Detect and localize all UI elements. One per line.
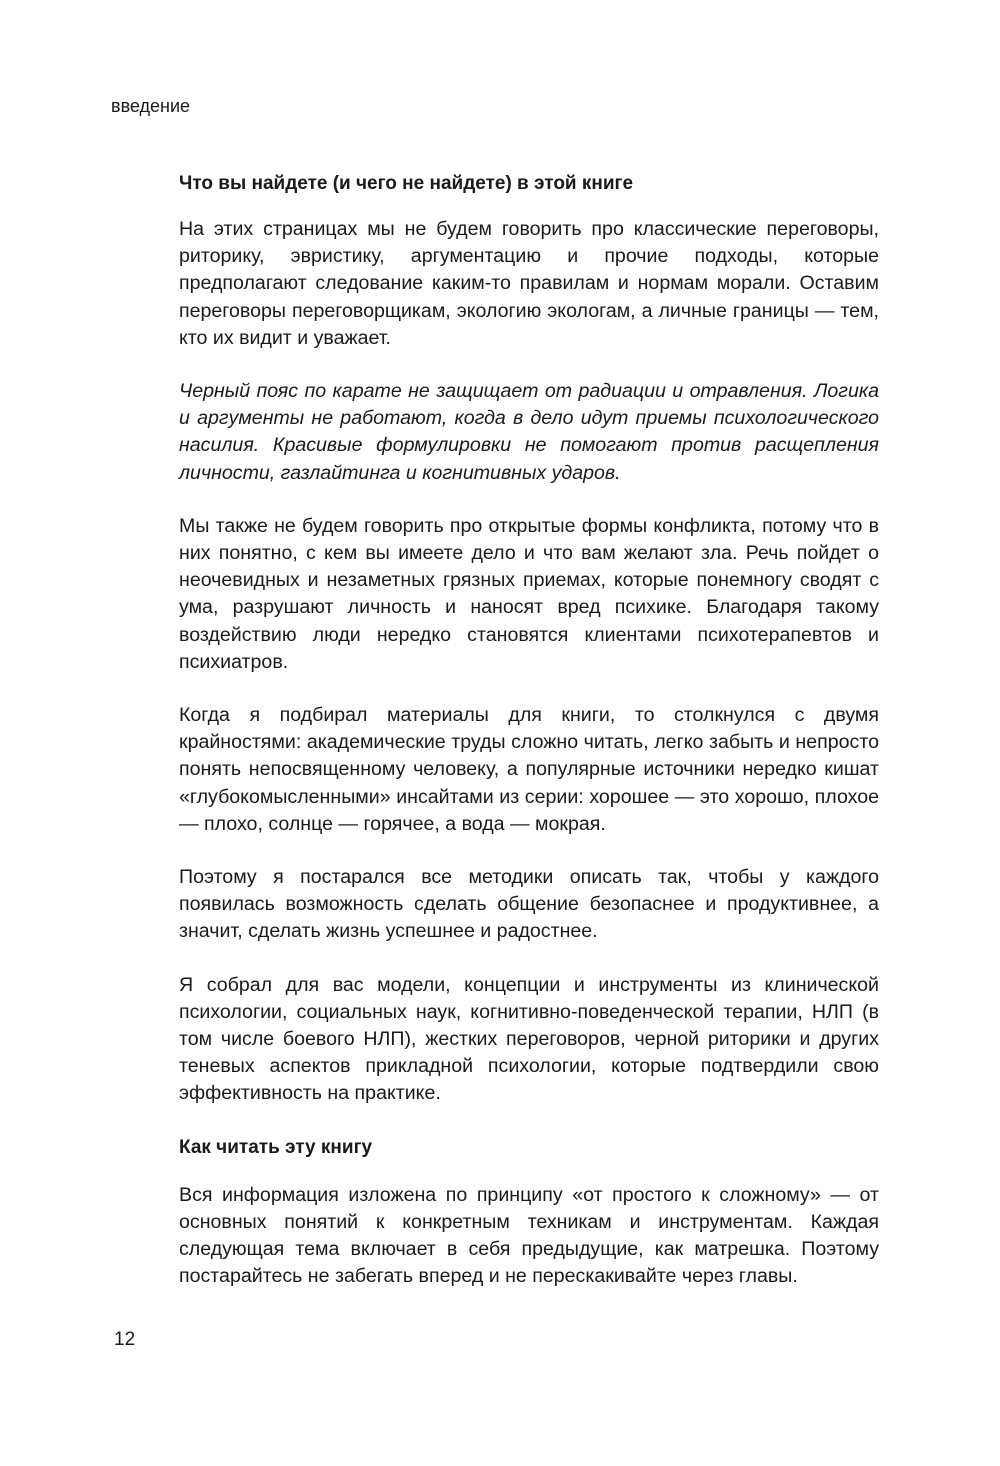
paragraph: Вся информация изложена по принципу «от простого к сложному» — от основных понятий к конкретным техникам и инструментам. Каждая следующая тема включает в себя предыдущие, как матрешка. Поэтому постарайтесь не забегать вперед и не перескакивайте через главы.: [179, 1183, 879, 1288]
page-number: 12: [114, 1329, 136, 1350]
paragraph: На этих страницах мы не будем говорить про классические переговоры, риторику, эвристику, аргументацию и прочие подходы, которые предполагают следование каким-то правилам и нормам морали. Оставим переговоры переговорщикам, экологию экологам, а личные границы — тем, кто их видит и уважает.: [179, 218, 879, 349]
italic-paragraph: Черный пояс по карате не защищает от радиации и отравления. Логика и аргументы не работают, когда в дело идут приемы психологического насилия. Красивые формулировки не помогают против расщепления личности, газлайтинга и когнитивных ударов.: [179, 380, 879, 484]
paragraph: Мы также не будем говорить про открытые формы конфликта, потому что в них понятно, с кем вы имеете дело и что вам желают зла. Речь пойдет о неочевидных и незаметных грязных приемах, которые понемногу сводят с ума, разрушают личность и наносят вред психике. Благодаря такому воздействию люди нередко становятся клиентами психотерапевтов и психиатров.: [179, 514, 879, 673]
section-heading-how-to-read: Как читать эту книгу: [179, 1136, 373, 1158]
paragraph: Когда я подбирал материалы для книги, то столкнулся с двумя крайностями: академические труды сложно читать, легко забыть и непросто понять непосвященному человеку, а популярные источники нередко кишат «глубокомысленными» инсайтами из серии: хорошее — это хорошо, плохое — плохо, солнце — горячее, а вода — мокрая.: [179, 704, 879, 835]
paragraph: Поэтому я постарался все методики описать так, чтобы у каждого появилась возможность сделать общение безопаснее и продуктивнее, а значит, сделать жизнь успешнее и радостнее.: [179, 866, 879, 943]
section-heading-what-you-will-find: Что вы найдете (и чего не найдете) в этой книге: [179, 173, 634, 194]
page-content: [179, 170, 879, 1317]
paragraph: Я собрал для вас модели, концепции и инструменты из клинической психологии, социальных наук, когнитивно-поведенческой терапии, НЛП (в том числе боевого НЛП), жестких переговоров, черной риторики и других теневых аспектов прикладной психологии, которые подтвердили свою эффективность на практике.: [179, 973, 879, 1105]
running-head: введение: [111, 96, 191, 116]
